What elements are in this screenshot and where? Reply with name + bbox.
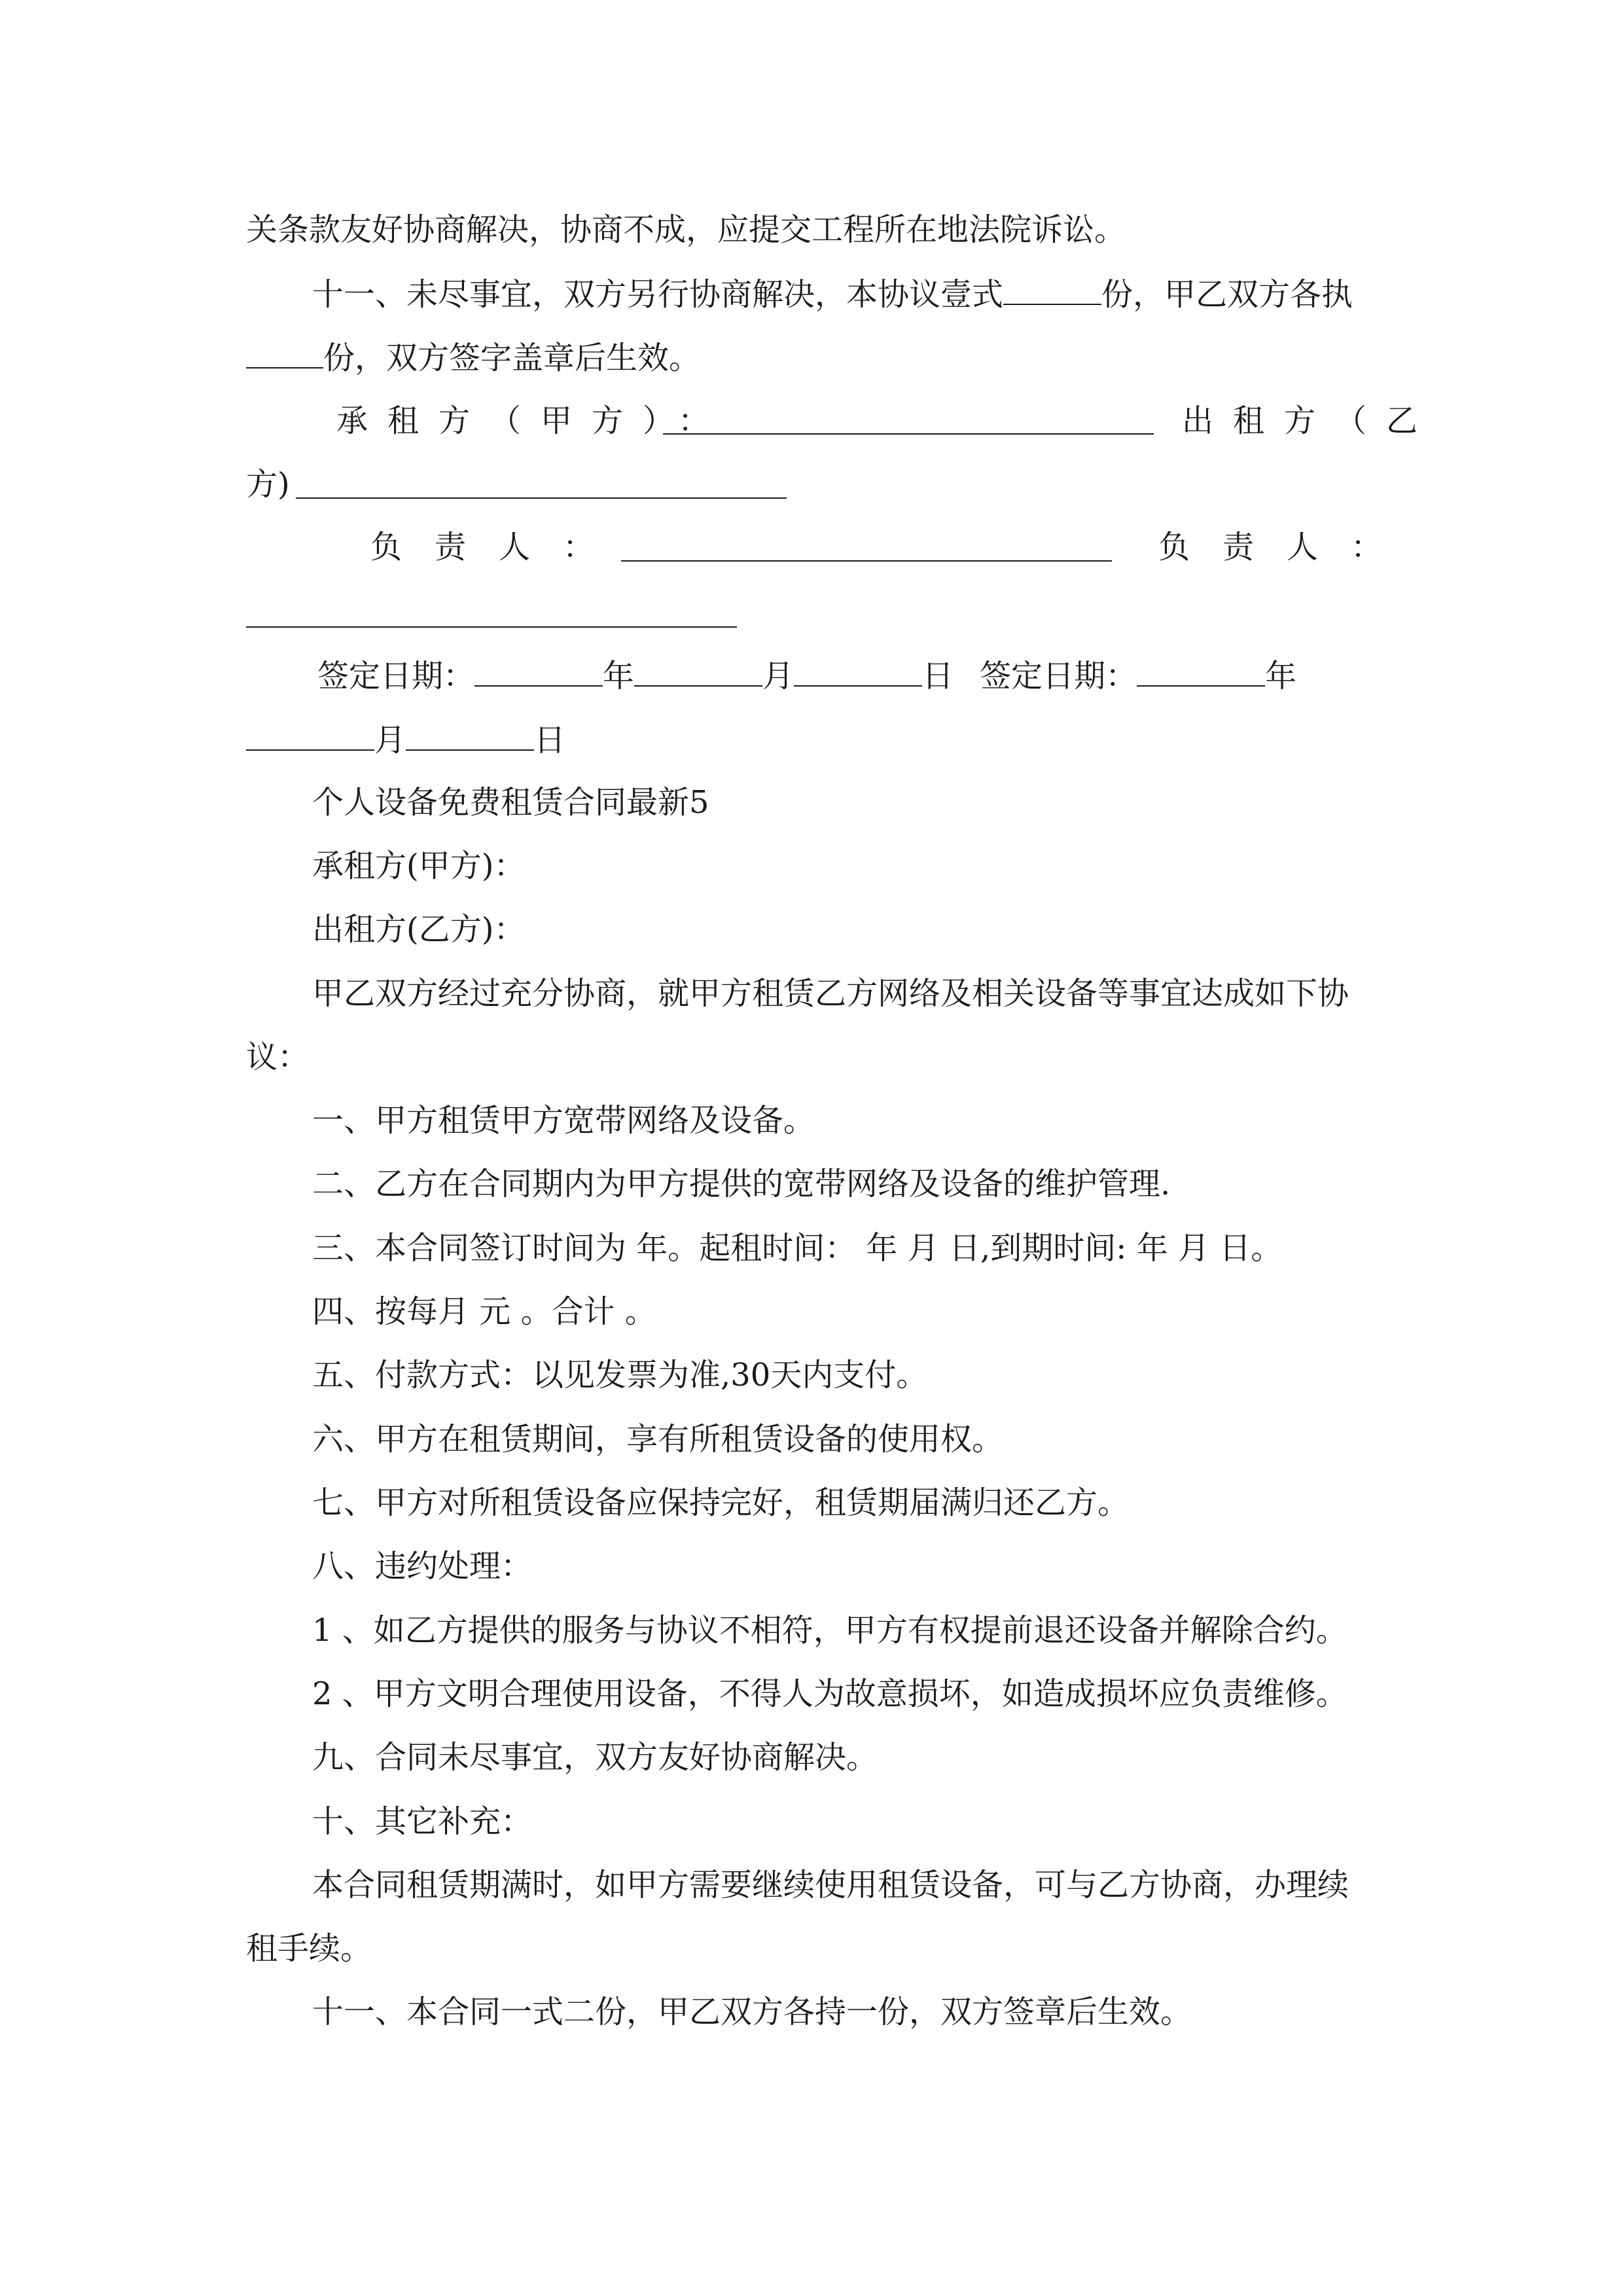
clause-8: 八、违约处理： — [312, 1548, 533, 1585]
lessor-month-blank — [246, 719, 374, 751]
clause-6: 六、甲方在租赁期间，享有所租赁设备的使用权。 — [312, 1421, 1004, 1458]
section-title: 个人设备免费租赁合同最新5 — [312, 784, 709, 821]
clause-10-continuation: 关条款友好协商解决，协商不成，应提交工程所在地法院诉讼。 — [246, 211, 1126, 248]
sign-date-row-cont: 月 日 — [246, 719, 565, 759]
lessor-party-b-label: 出租方（乙 — [1182, 403, 1438, 439]
each-copies-blank — [246, 337, 323, 368]
lessee-year-blank — [474, 655, 603, 687]
lessor-responsible-label: 负责人： — [1158, 529, 1416, 565]
lessor-party-b: 出租方(乙方)： — [312, 911, 526, 948]
preamble: 甲乙双方经过充分协商，就甲方租赁乙方网络及相关设备等事宜达成如下协 — [312, 975, 1349, 1012]
lessee-party-a-label: 承租方（甲方）： — [336, 403, 730, 439]
clause-9: 九、合同未尽事宜，双方友好协商解决。 — [312, 1739, 878, 1776]
lessee-signature-line — [663, 433, 1154, 435]
sign-date-row: 签定日期： 年 月 日 签定日期： 年 — [317, 655, 1296, 694]
clause-10-body-cont: 租手续。 — [246, 1930, 372, 1967]
clause-1: 一、甲方租赁甲方宽带网络及设备。 — [312, 1102, 815, 1139]
lessee-responsible-label: 负责人： — [370, 529, 628, 565]
clause-11-continuation: 份，双方签字盖章后生效。 — [246, 337, 700, 376]
clause-5: 五、付款方式：以见发票为准,30天内支付。 — [312, 1357, 928, 1393]
lessee-month-blank — [634, 655, 762, 687]
clause-11: 十一、本合同一式二份，甲乙双方各持一份，双方签章后生效。 — [312, 1994, 1192, 2030]
clause-2: 二、乙方在合同期内为甲方提供的宽带网络及设备的维护管理. — [312, 1166, 1171, 1202]
lessor-party-b-label-cont: 方) — [246, 466, 290, 503]
clause-4: 四、按每月 元 。合计 。 — [312, 1293, 656, 1330]
lessor-day-blank — [406, 719, 534, 751]
clause-10-body: 本合同租赁期满时，如甲方需要继续使用租赁设备，可与乙方协商，办理续 — [312, 1867, 1349, 1903]
clause-10: 十、其它补充： — [312, 1803, 533, 1840]
lessor-responsible-line — [246, 626, 737, 628]
lessee-responsible-line — [621, 560, 1112, 562]
clause-8-item-1: 1 、如乙方提供的服务与协议不相符，甲方有权提前退还设备并解除合约。 — [312, 1612, 1347, 1649]
lessee-party-a: 承租方(甲方)： — [312, 848, 526, 884]
copies-blank — [1003, 274, 1101, 305]
clause-8-item-2: 2 、甲方文明合理使用设备，不得人为故意损坏，如造成损坏应负责维修。 — [312, 1676, 1347, 1712]
clause-7: 七、甲方对所租赁设备应保持完好，租赁期届满归还乙方。 — [312, 1484, 1130, 1521]
clause-11-copies: 十一、未尽事宜，双方另行协商解决，本协议壹式 份，甲乙双方各执 — [312, 274, 1353, 313]
lessor-signature-line — [296, 497, 787, 499]
preamble-cont: 议： — [246, 1039, 310, 1075]
lessor-year-blank — [1137, 655, 1265, 687]
lessee-day-blank — [794, 655, 922, 687]
clause-3: 三、本合同签订时间为 年。起租时间： 年 月 日,到期时间: 年 月 日。 — [312, 1230, 1283, 1266]
